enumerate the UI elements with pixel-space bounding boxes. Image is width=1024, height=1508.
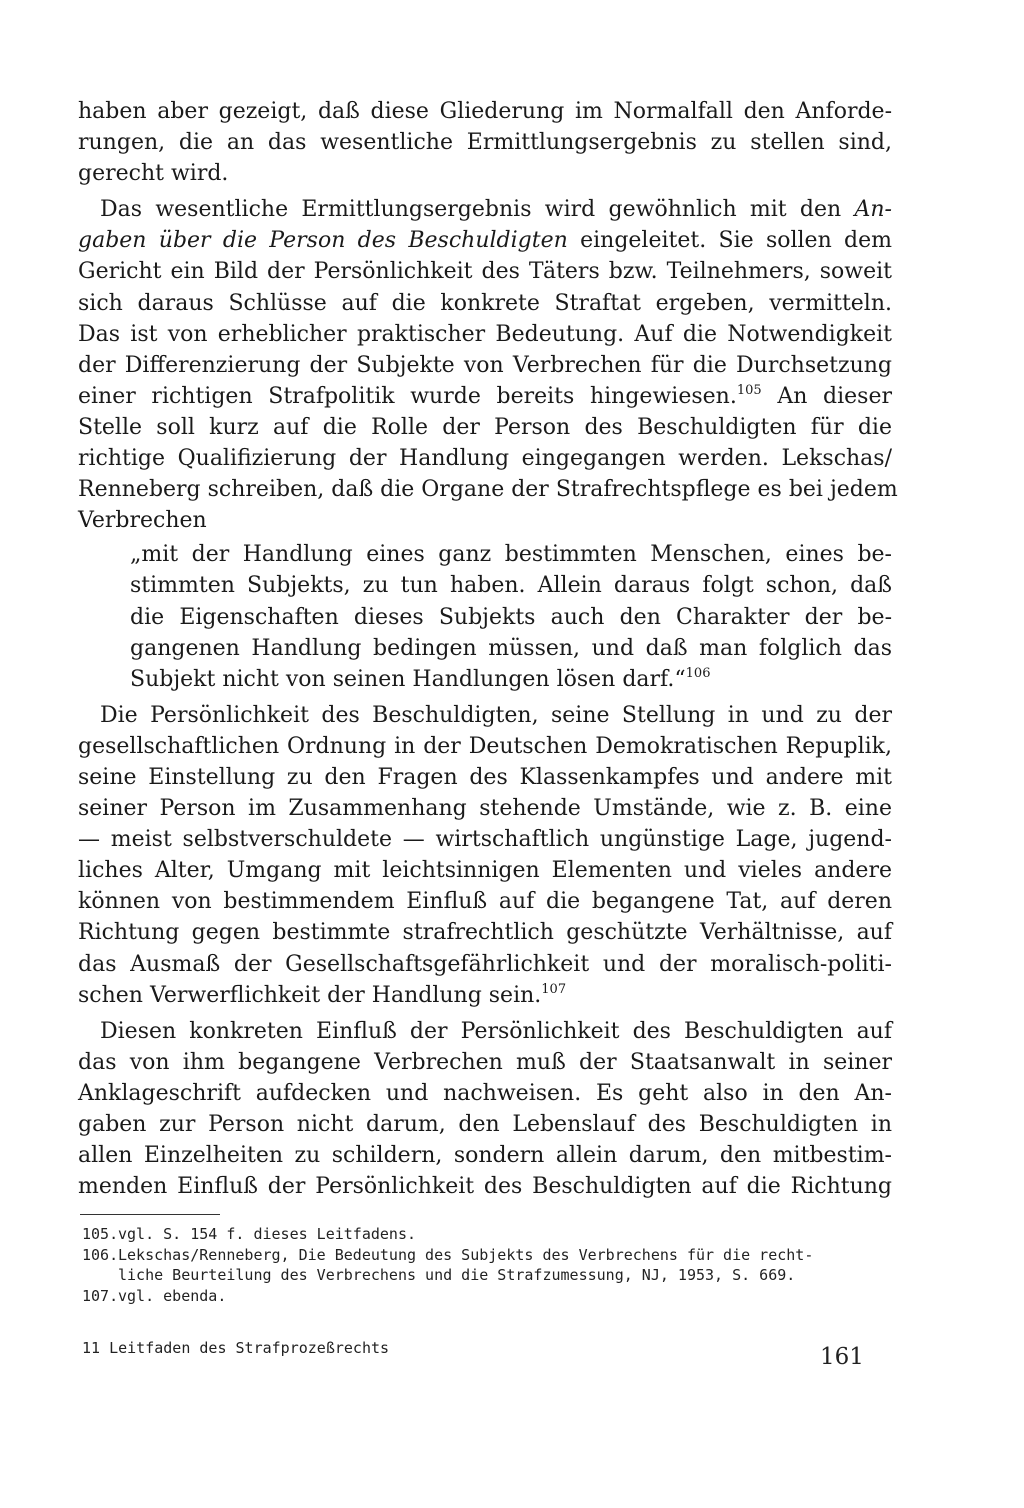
footnote-text: liche Beurteilung des Verbrechens und die Strafzumessung, NJ, 1953, S. 669. xyxy=(118,1266,796,1284)
text-line: das Ausmaß der Gesellschaftsgefährlichkeit und der moralisch-politi- xyxy=(78,951,892,977)
text-line: Gericht ein Bild der Persönlichkeit des Täters bzw. Teilnehmers, soweit xyxy=(78,259,892,285)
text-line: gerecht wird. xyxy=(78,161,229,187)
text-line: menden Einfluß der Persönlichkeit des Beschuldigten auf die Richtung xyxy=(78,1174,892,1200)
text-line: — meist selbstverschuldete — wirtschaftlich ungünstige Lage, jugend- xyxy=(78,827,892,853)
text-line: Richtung gegen bestimmte strafrechtlich geschützte Verhältnisse, auf xyxy=(78,920,892,946)
footnote-106 xyxy=(82,1245,894,1286)
quote-line: Subjekt nicht von seinen Handlungen lösen darf.“$^{106}$ xyxy=(130,665,711,692)
text-line: Diesen konkreten Einfluß der Persönlichkeit des Beschuldigten auf xyxy=(100,1018,892,1044)
footnote-ref: 106 xyxy=(685,665,711,681)
footnotes xyxy=(82,1224,894,1306)
text-line: Renneberg schreiben, daß die Organe der Strafrechtspflege es bei jedem xyxy=(78,477,898,503)
text-line: Anklageschrift aufdecken und nachweisen. Es geht also in den An- xyxy=(78,1080,892,1106)
text-line: Stelle soll kurz auf die Rolle der Person des Beschuldigten für die xyxy=(78,414,892,440)
text-line: seine Einstellung zu den Fragen des Klassenkampfes und andere mit xyxy=(78,764,892,790)
text-line: das von ihm begangene Verbrechen muß der Staatsanwalt in seiner xyxy=(78,1049,892,1075)
text-line: sich daraus Schlüsse auf die konkrete Straftat ergeben, vermitteln. xyxy=(78,290,892,316)
footnote-107 xyxy=(82,1286,894,1307)
text-line: rungen, die an das wesentliche Ermittlungsergebnis zu stellen sind, xyxy=(78,130,892,156)
footnote-number: 107. xyxy=(82,1286,119,1305)
footnote-text: vgl. S. 154 f. dieses Leitfadens. xyxy=(118,1225,417,1243)
text-line: haben aber gezeigt, daß diese Gliederung im Normalfall den Anforde- xyxy=(78,99,892,124)
text-line: Verbrechen xyxy=(78,508,207,534)
printer-signature: 11 Leitfaden des Strafprozeßrechts xyxy=(82,1339,390,1357)
footnote-number: 105. xyxy=(82,1225,119,1243)
quote-line: gangenen Handlung bedingen müssen, und daß man folglich das xyxy=(130,635,892,661)
text-line: Die Persönlichkeit des Beschuldigten, seine Stellung in und zu der xyxy=(100,702,892,728)
text-line: können von bestimmendem Einfluß auf die begangene Tat, auf deren xyxy=(78,889,892,915)
text-line: einer richtigen Strafpolitik wurde bereits hingewiesen.$^{105}$ An dieser xyxy=(78,382,892,409)
text-line: Das wesentliche Ermittlungsergebnis wird gewöhnlich mit den An- xyxy=(100,197,892,223)
text-line: schen Verwerflichkeit der Handlung sein.$^{107}$ xyxy=(78,981,567,1008)
text-line: richtige Qualifizierung der Handlung eingegangen werden. Lekschas/ xyxy=(78,446,892,472)
footnote-text: Lekschas/Renneberg, Die Bedeutung des Subjekts des Verbrechens für die recht- xyxy=(118,1245,814,1264)
quote-line: „mit der Handlung eines ganz bestimmten Menschen, eines be- xyxy=(130,542,892,568)
body-text xyxy=(78,96,898,1202)
footnote-ref: 107 xyxy=(541,981,567,997)
footnote-105 xyxy=(82,1224,894,1245)
quote-line: stimmten Subjekts, zu tun haben. Allein daraus folgt schon, daß xyxy=(130,573,892,599)
quote-line: die Eigenschaften dieses Subjekts auch den Charakter der be- xyxy=(130,604,892,630)
text-line: liches Alter, Umgang mit leichtsinnigen Elementen und vieles andere xyxy=(78,858,892,884)
footnote-text: vgl. ebenda. xyxy=(118,1286,227,1305)
text-line: gaben über die Person des Beschuldigten eingeleitet. Sie sollen dem xyxy=(78,228,893,254)
text-line: seiner Person im Zusammenhang stehende Umstände, wie z. B. eine xyxy=(78,796,892,822)
footnote-ref: 105 xyxy=(736,382,762,398)
text-line: Das ist von erheblicher praktischer Bedeutung. Auf die Notwendigkeit xyxy=(78,321,892,347)
page-number: 161 xyxy=(820,1344,864,1370)
text-line: gesellschaftlichen Ordnung in der Deutschen Demokratischen Repuplik, xyxy=(78,733,892,759)
text-line: der Differenzierung der Subjekte von Verbrechen für die Durchsetzung xyxy=(78,352,892,378)
text-line: gaben zur Person nicht darum, den Lebenslauf des Beschuldigten in xyxy=(78,1112,892,1137)
text-line: allen Einzelheiten zu schildern, sondern allein darum, den mitbestim- xyxy=(78,1143,892,1169)
footnote-divider xyxy=(80,1214,220,1215)
footnote-number: 106. xyxy=(82,1245,119,1264)
